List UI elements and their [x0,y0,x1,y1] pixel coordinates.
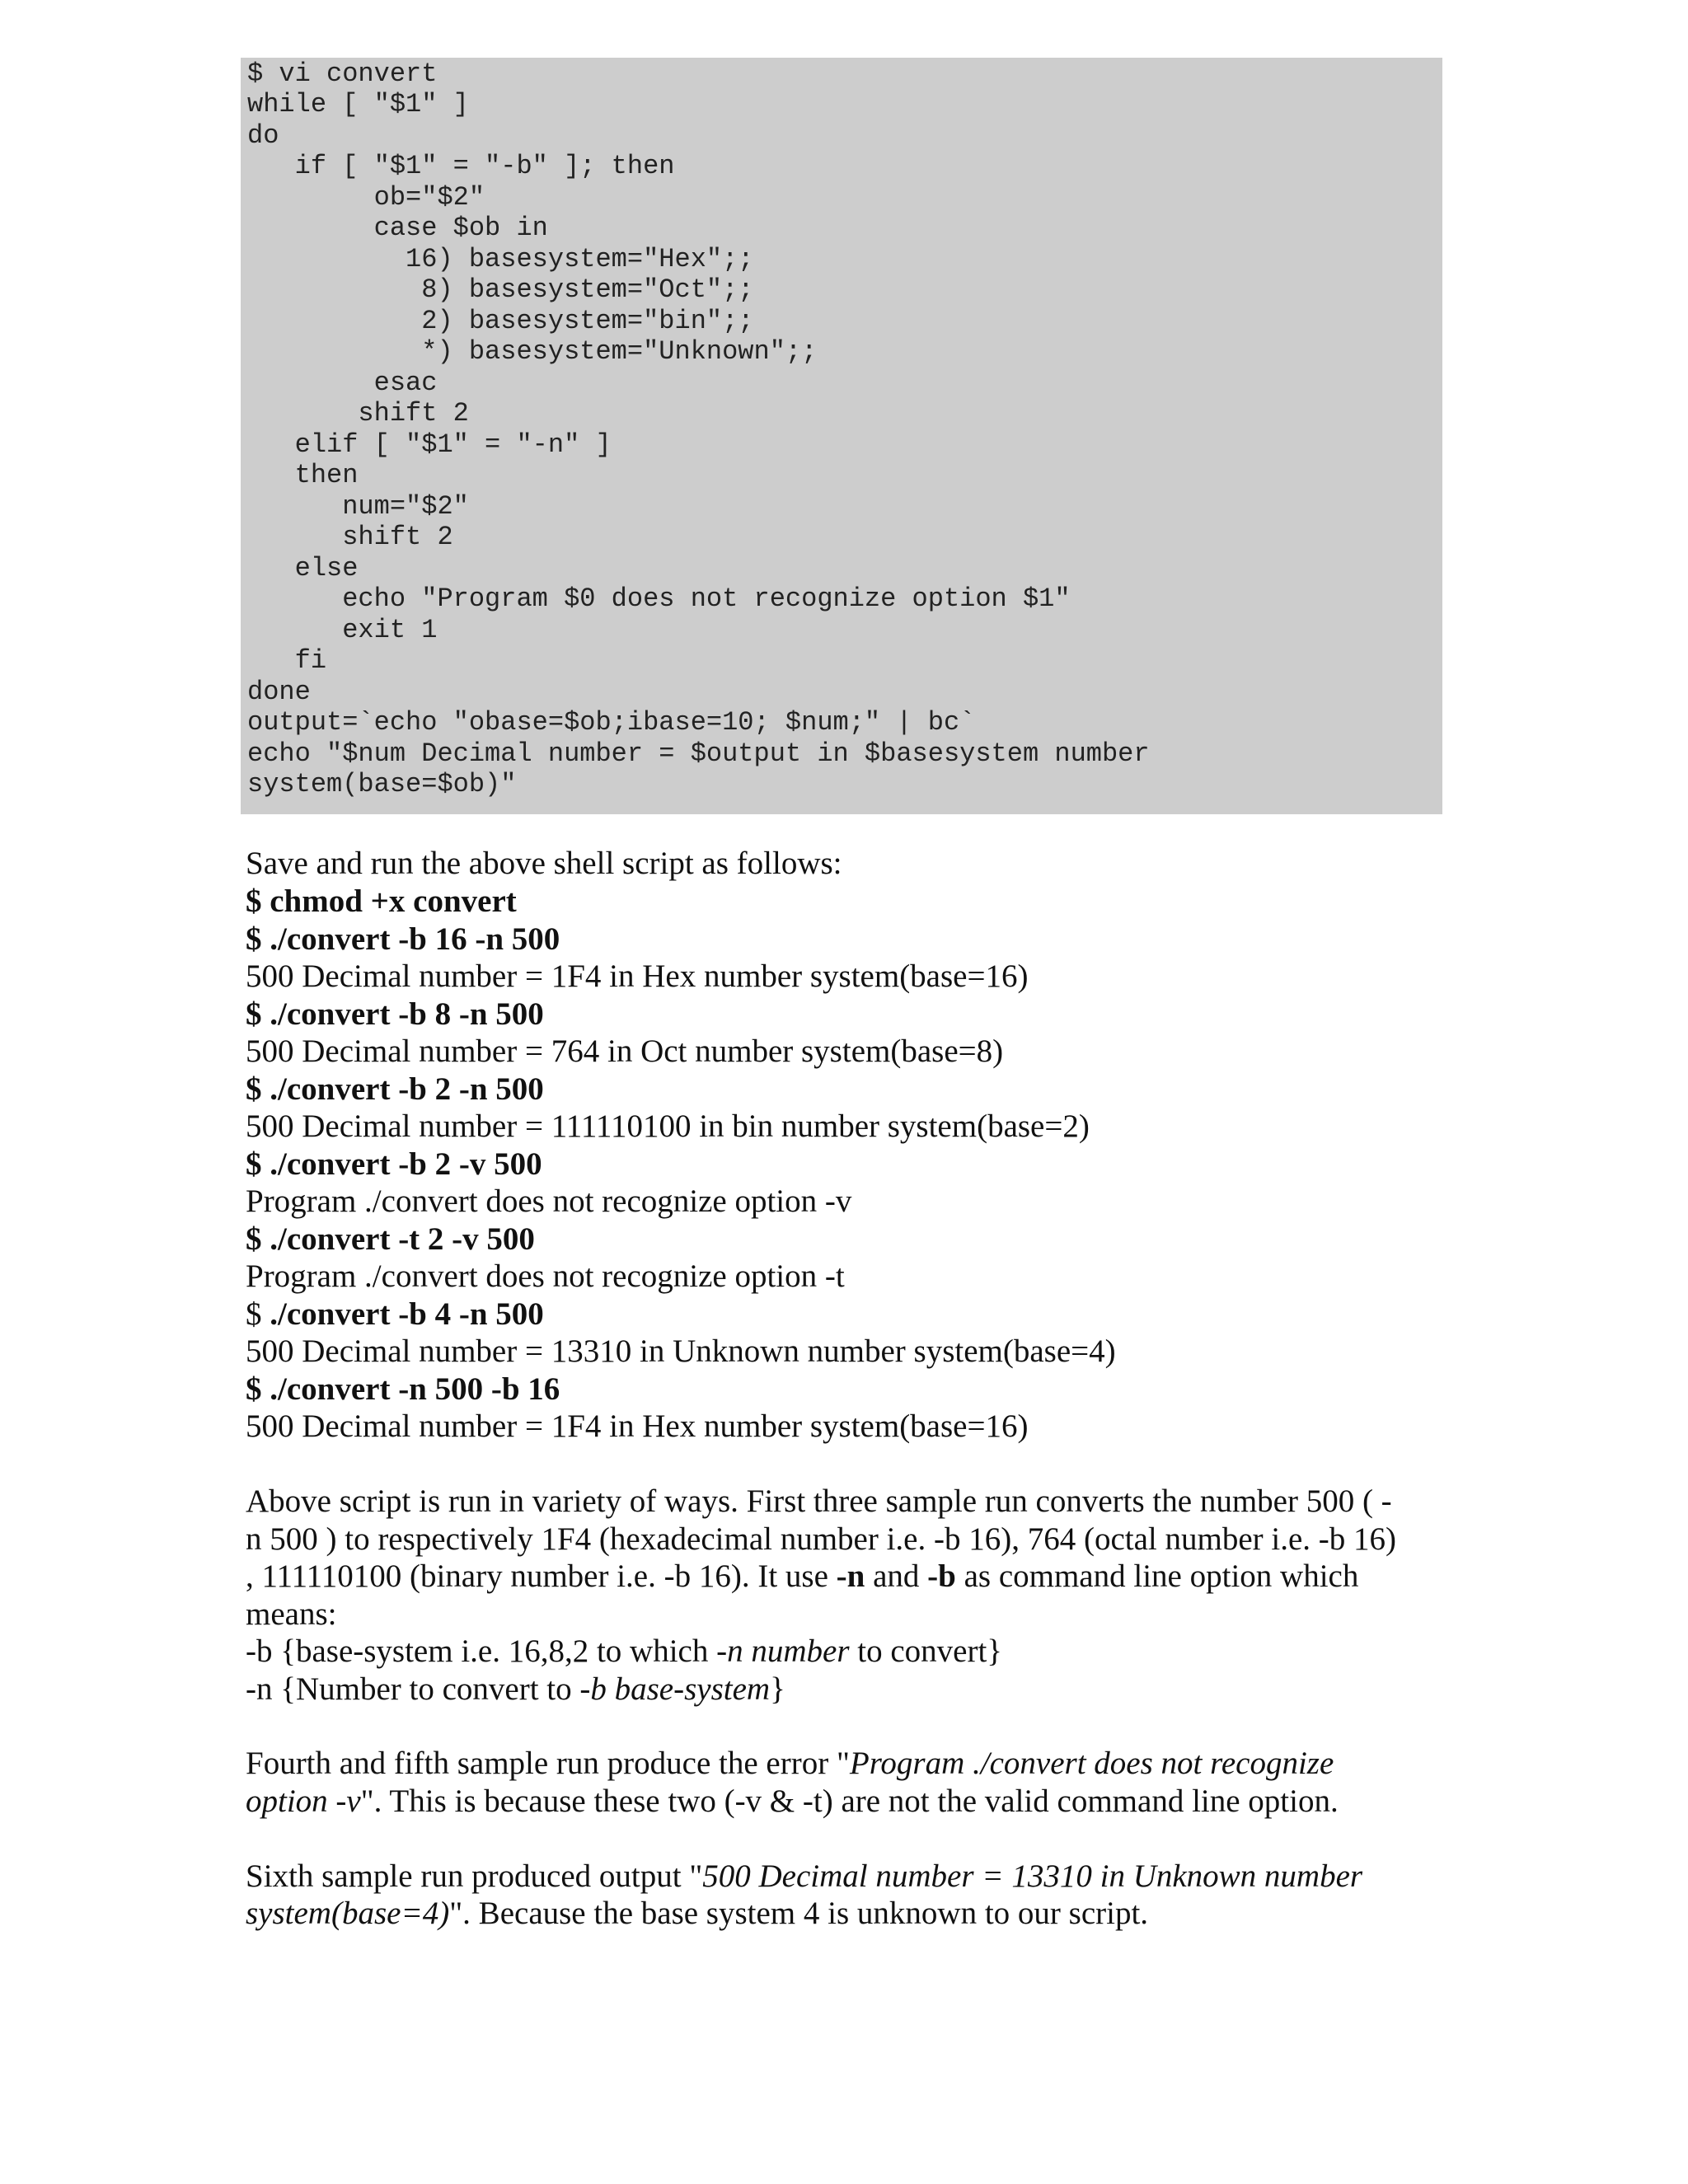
command-run-order: $ ./convert -n 500 -b 16 [246,1371,560,1407]
text-segment: ". Because the base system 4 is unknown to our script. [449,1896,1149,1931]
code-line: system(base=$ob)" [247,769,517,799]
code-line: exit 1 [247,615,438,645]
output-hex: 500 Decimal number = 1F4 in Hex number system(base=16) [246,958,1029,994]
command-chmod: $ chmod +x convert [246,883,517,919]
paragraph2-line2 [246,1783,1339,1820]
code-line: ob="$2" [247,182,485,213]
code-line: elif [ "$1" = "-n" ] [247,429,612,460]
option-n-description [246,1671,785,1708]
prompt-symbol: $ [246,1296,270,1332]
code-line: esac [247,368,438,398]
code-line: while [ "$1" ] [247,89,469,120]
text-segment: as command line option which [955,1558,1359,1594]
paragraph1-line1: Above script is run in variety of ways. First three sample run converts the number 500 ( - [246,1483,1392,1519]
output-unknown: 500 Decimal number = 13310 in Unknown number system(base=4) [246,1333,1116,1369]
text-segment: ". This is because these two (-v & -t) are not the valid command line option. [360,1783,1339,1819]
code-line: else [247,553,359,583]
text-segment: to convert} [849,1633,1003,1669]
code-line: echo "Program $0 does not recognize option $1" [247,583,1071,614]
italic-segment: option -v [246,1783,361,1819]
code-line: then [247,460,359,490]
code-line: done [247,677,311,707]
paragraph2-line1 [246,1746,1334,1782]
italic-segment: Program ./convert does not recognize [849,1746,1334,1781]
code-line: shift 2 [247,522,453,552]
code-line: *) basesystem="Unknown";; [247,336,818,367]
command-run-bin: $ ./convert -b 2 -n 500 [246,1071,544,1107]
code-line: fi [247,645,327,676]
option-b: -b [927,1558,956,1594]
paragraph1-line3 [246,1558,1358,1595]
code-line: shift 2 [247,398,469,429]
code-line: 8) basesystem="Oct";; [247,274,754,305]
code-line: case $ob in [247,213,548,243]
paragraph1-line2: n 500 ) to respectively 1F4 (hexadecimal number i.e. -b 16), 764 (octal number i.e. -b 16) [246,1521,1397,1557]
text-segment: , 111110100 (binary number i.e. -b 16). It use [246,1558,837,1594]
command-run-b4 [246,1296,544,1333]
paragraph3-line1 [246,1858,1362,1895]
command-run-hex: $ ./convert -b 16 -n 500 [246,921,560,957]
code-line: 16) basesystem="Hex";; [247,244,754,274]
code-line: if [ "$1" = "-b" ]; then [247,151,675,181]
output-oct: 500 Decimal number = 764 in Oct number system(base=8) [246,1033,1004,1069]
code-listing [241,58,1442,814]
output-bin: 500 Decimal number = 111110100 in bin number system(base=2) [246,1108,1090,1144]
text-segment: and [865,1558,928,1594]
italic-segment: 500 Decimal number = 13310 in Unknown number [702,1858,1363,1894]
text-segment: Fourth and fifth sample run produce the error " [246,1746,850,1781]
paragraph1-line4: means: [246,1596,337,1632]
command-run-v: $ ./convert -b 2 -v 500 [246,1146,542,1182]
text-segment: } [770,1671,785,1707]
run-intro: Save and run the above shell script as follows: [246,846,842,881]
output-error-t: Program ./convert does not recognize option -t [246,1258,845,1294]
option-n: -n [836,1558,865,1594]
code-line: num="$2" [247,491,469,522]
output-hex-again: 500 Decimal number = 1F4 in Hex number system(base=16) [246,1408,1029,1444]
text-segment: Sixth sample run produced output " [246,1858,703,1894]
italic-segment: -n number [716,1633,850,1669]
code-line: $ vi convert [247,59,438,89]
output-error-v: Program ./convert does not recognize option -v [246,1183,852,1219]
text-segment: -n {Number to convert to [246,1671,580,1707]
option-b-description [246,1633,1002,1670]
text-segment: -b {base-system i.e. 16,8,2 to which [246,1633,717,1669]
italic-segment: -b base-system [579,1671,771,1707]
code-line: 2) basesystem="bin";; [247,306,754,336]
code-line: do [247,120,279,151]
paragraph3-line2 [246,1896,1148,1932]
italic-segment: system(base=4) [246,1896,450,1931]
command-run-oct: $ ./convert -b 8 -n 500 [246,996,544,1032]
code-line: echo "$num Decimal number = $output in $basesystem number [247,738,1150,769]
command-run-t: $ ./convert -t 2 -v 500 [246,1221,535,1257]
command-text: ./convert -b 4 -n 500 [270,1296,544,1332]
code-line: output=`echo "obase=$ob;ibase=10; $num;" | bc` [247,707,976,738]
